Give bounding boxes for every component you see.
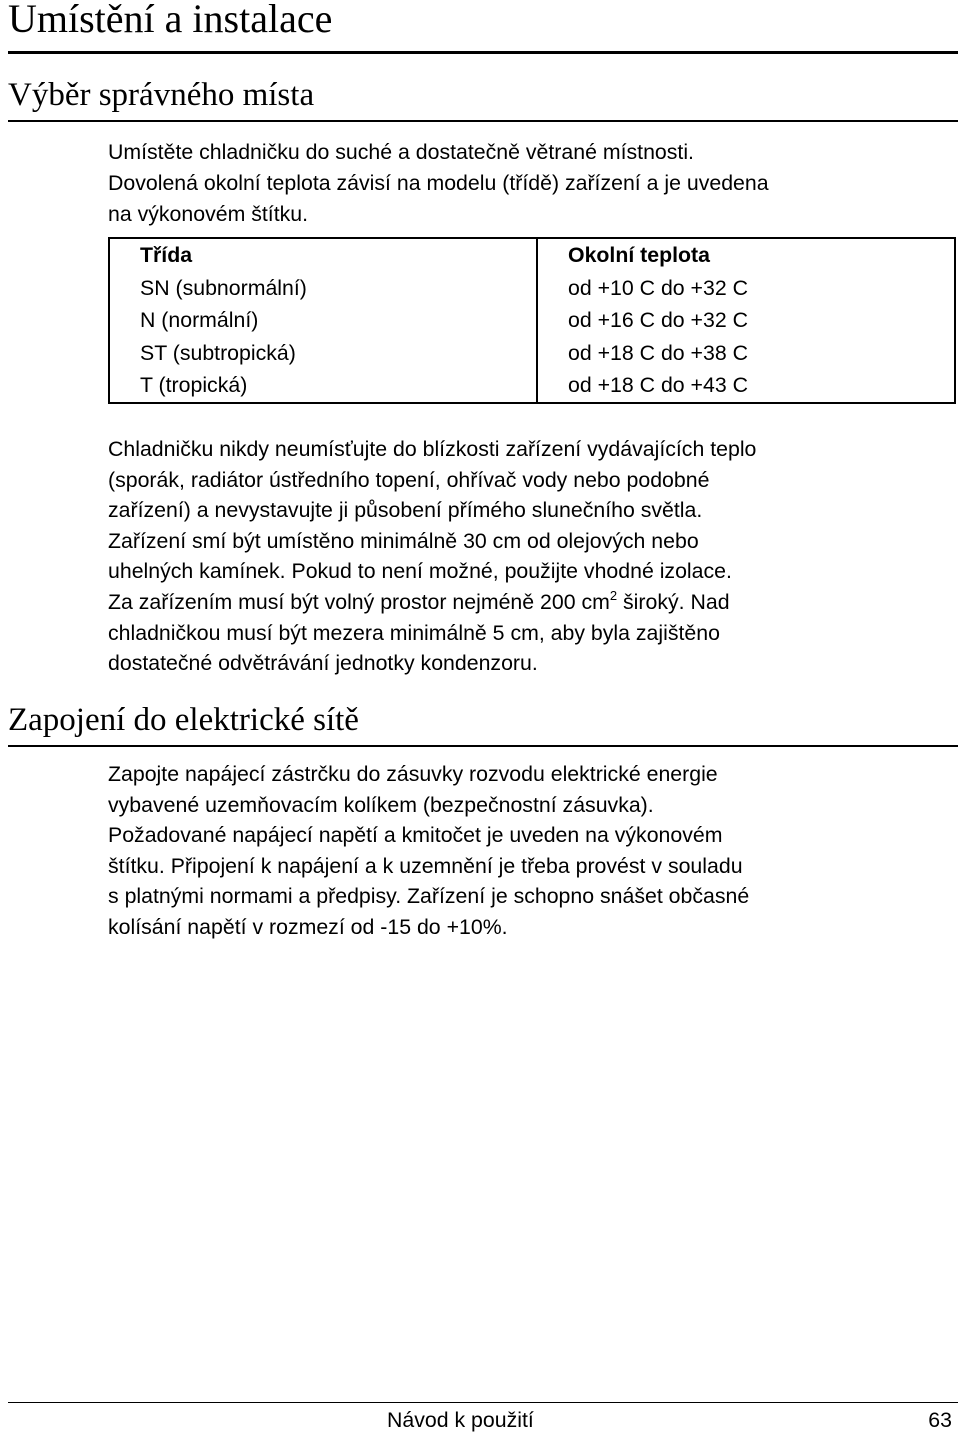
body-line: kolísání napětí v rozmezí od -15 do +10%. — [108, 914, 508, 939]
climate-class-table — [108, 237, 956, 404]
table-row — [109, 337, 955, 370]
footer-title: Návod k použití — [387, 1408, 534, 1432]
placement-paragraph — [108, 434, 948, 679]
body-line: vybavené uzemňovacím kolíkem (bezpečnostní zásuvka). — [108, 792, 654, 817]
table-cell-temperature: od +18 C do +38 C — [568, 340, 748, 365]
intro-line: Umístěte chladničku do suché a dostatečně větrané místnosti. — [108, 140, 694, 164]
page-title: Umístění a instalace — [8, 0, 333, 41]
body-line: Zapojte napájecí zástrčku do zásuvky rozvodu elektrické energie — [108, 762, 718, 786]
body-line: s platnými normami a předpisy. Zařízení je schopno snášet občasné — [108, 884, 750, 909]
table-cell-class: T (tropická) — [109, 369, 537, 403]
title-rule — [8, 51, 958, 54]
footer-rule — [8, 1402, 958, 1403]
table-row — [109, 369, 955, 403]
section-rule-electrical — [8, 745, 958, 747]
body-line: (sporák, radiátor ústředního topení, ohřívač vody nebo podobné — [108, 467, 710, 492]
table-cell-class: N (normální) — [109, 304, 537, 337]
intro-line: na výkonovém štítku. — [108, 202, 309, 226]
body-line: Požadované napájecí napětí a kmitočet je uveden na výkonovém — [108, 823, 723, 848]
body-line: uhelných kamínek. Pokud to není možné, použijte vhodné izolace. — [108, 559, 732, 584]
body-text: Za zařízením musí být volný prostor nejméně 200 cm — [108, 589, 610, 614]
body-line: štítku. Připojení k napájení a k uzemnění je třeba provést v souladu — [108, 853, 743, 878]
superscript: 2 — [609, 587, 618, 603]
section-rule-placement — [8, 120, 958, 122]
body-text: široký. Nad — [617, 589, 730, 614]
body-line-with-superscript — [108, 587, 948, 618]
body-line: chladničkou musí být mezera minimálně 5 cm, aby byla zajištěno — [108, 620, 720, 645]
table-cell-temperature: od +16 C do +32 C — [568, 308, 748, 333]
table-cell-temperature: od +18 C do +43 C — [568, 373, 748, 398]
intro-paragraph — [108, 137, 948, 230]
body-line: Chladničku nikdy neumísťujte do blízkosti zařízení vydávajících teplo — [108, 437, 757, 461]
section-heading-electrical: Zapojení do elektrické sítě — [8, 702, 359, 738]
table-header-row — [109, 238, 955, 272]
table-header-class: Třída — [109, 238, 537, 272]
page-number: 63 — [928, 1408, 952, 1432]
body-line: Zařízení smí být umístěno minimálně 30 cm od olejových nebo — [108, 528, 699, 553]
table-cell-temperature: od +10 C do +32 C — [568, 275, 748, 300]
body-line: zařízení) a nevystavujte ji působení přímého slunečního světla. — [108, 498, 703, 523]
intro-line: Dovolená okolní teplota závisí na modelu (třídě) zařízení a je uvedena — [108, 171, 769, 195]
section-heading-placement: Výběr správného místa — [8, 77, 315, 113]
table-row — [109, 304, 955, 337]
table-cell-class: SN (subnormální) — [109, 272, 537, 305]
table-cell-class: ST (subtropická) — [109, 337, 537, 370]
body-line: dostatečné odvětrávání jednotky kondenzoru. — [108, 651, 538, 676]
electrical-paragraph — [108, 759, 948, 943]
table-header-temperature: Okolní teplota — [568, 243, 710, 268]
table-row — [109, 272, 955, 305]
